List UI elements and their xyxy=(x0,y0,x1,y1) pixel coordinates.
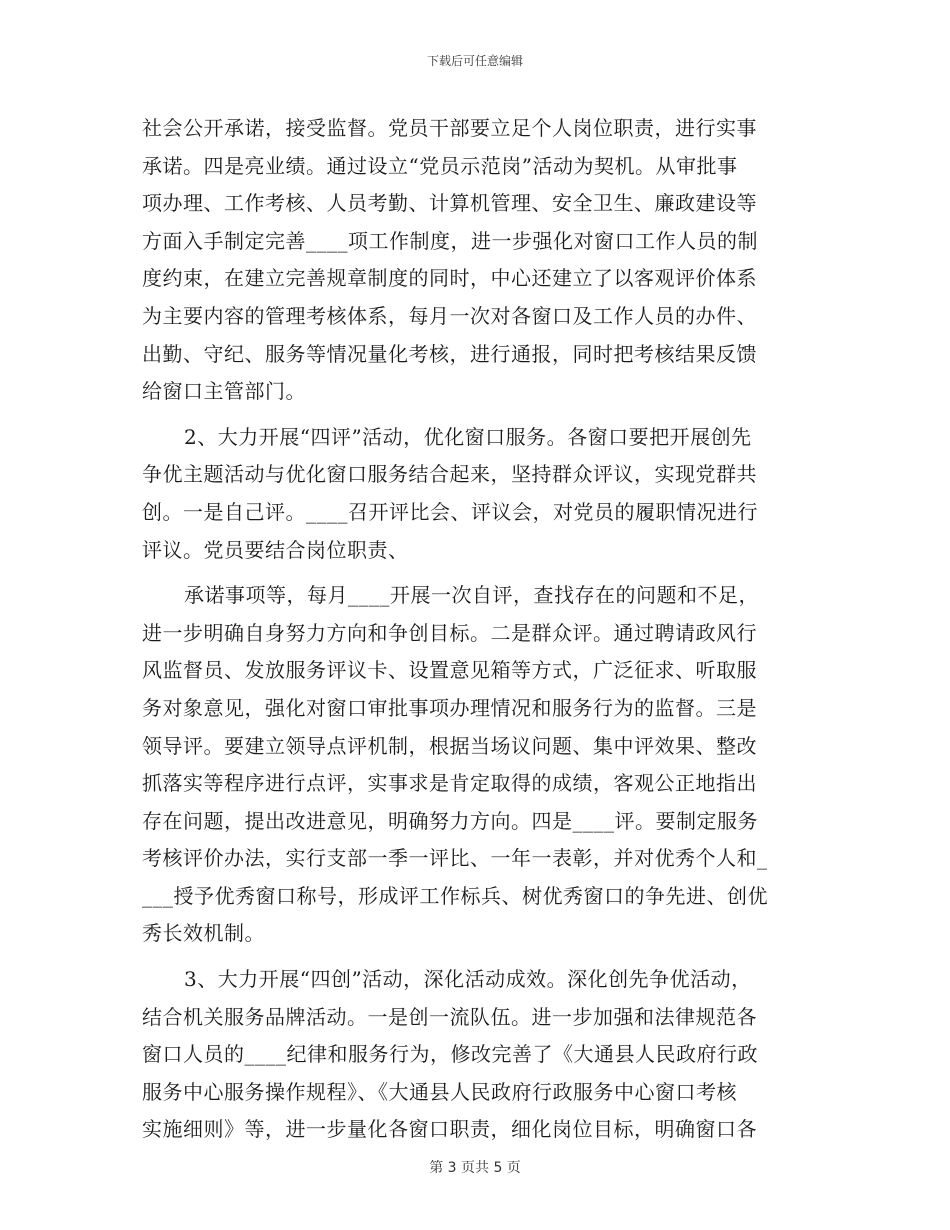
text-line: 服务中心服务操作规程》、《大通县人民政府行政服务中心窗口考核 xyxy=(142,1079,737,1104)
text-line: 存在问题，提出改进意见，明确努力方向。四是____评。要制定服务 xyxy=(142,808,758,833)
text-line: 项办理、工作考核、人员考勤、计算机管理、安全卫生、廉政建设等 xyxy=(142,191,757,216)
paragraph xyxy=(142,961,802,1149)
paragraph xyxy=(142,419,802,569)
text-line: 给窗口主管部门。 xyxy=(142,379,306,404)
paragraph xyxy=(142,110,802,411)
text-line: 评议。党员要结合岗位职责、 xyxy=(142,537,409,562)
page-header: 下载后可任意编辑 xyxy=(426,54,523,68)
page-footer: 第 3 页共 5 页 xyxy=(429,1160,521,1176)
text-line: 社会公开承诺，接受监督。党员干部要立足个人岗位职责，进行实事 xyxy=(142,116,757,140)
text-line: 结合机关服务品牌活动。一是创一流队伍。进一步加强和法律规范各 xyxy=(142,1004,757,1029)
text-line: ___授予优秀窗口称号，形成评工作标兵、树优秀窗口的争先进、创优 xyxy=(142,883,768,908)
document-body xyxy=(142,110,802,1149)
text-line: 创。一是自己评。____召开评比会、评议会，对党员的履职情况进行 xyxy=(142,499,758,524)
text-line: 实施细则》等，进一步量化各窗口职责，细化岗位目标，明确窗口各 xyxy=(142,1117,757,1142)
text-line: 进一步明确自身努力方向和争创目标。二是群众评。通过聘请政风行 xyxy=(142,620,757,645)
text-line: 出勤、守纪、服务等情况量化考核，进行通报，同时把考核结果反馈 xyxy=(142,341,757,366)
paragraph xyxy=(142,577,802,953)
text-line: 领导评。要建立领导点评机制，根据当场议问题、集中评效果、整改 xyxy=(142,733,757,758)
text-line: 2、大力开展“四评”活动，优化窗口服务。各窗口要把开展创先 xyxy=(184,424,752,449)
text-line: 承诺事项等，每月____开展一次自评，查找存在的问题和不足， xyxy=(184,583,759,608)
text-line: 方面入手制定完善____项工作制度，进一步强化对窗口工作人员的制 xyxy=(142,228,758,253)
text-line: 窗口人员的____纪律和服务行为，修改完善了《大通县人民政府行政 xyxy=(142,1042,758,1067)
text-line: 抓落实等程序进行点评，实事求是肯定取得的成绩，客观公正地指出 xyxy=(142,771,757,796)
text-line: 考核评价办法，实行支部一季一评比、一年一表彰，并对优秀个人和_ xyxy=(142,846,768,871)
text-line: 风监督员、发放服务评议卡、设置意见箱等方式，广泛征求、听取服 xyxy=(142,658,757,683)
text-line: 为主要内容的管理考核体系，每月一次对各窗口及工作人员的办件、 xyxy=(142,303,757,328)
text-line: 3、大力开展“四创”活动，深化活动成效。深化创先争优活动， xyxy=(184,967,752,992)
text-line: 争优主题活动与优化窗口服务结合起来，坚持群众评议，实现党群共 xyxy=(142,462,757,487)
text-line: 秀长效机制。 xyxy=(142,921,265,946)
text-line: 务对象意见，强化对窗口审批事项办理情况和服务行为的监督。三是 xyxy=(142,695,757,720)
text-line: 度约束，在建立完善规章制度的同时，中心还建立了以客观评价体系 xyxy=(142,266,757,291)
text-line: 承诺。四是亮业绩。通过设立“党员示范岗”活动为契机。从审批事 xyxy=(142,153,738,178)
